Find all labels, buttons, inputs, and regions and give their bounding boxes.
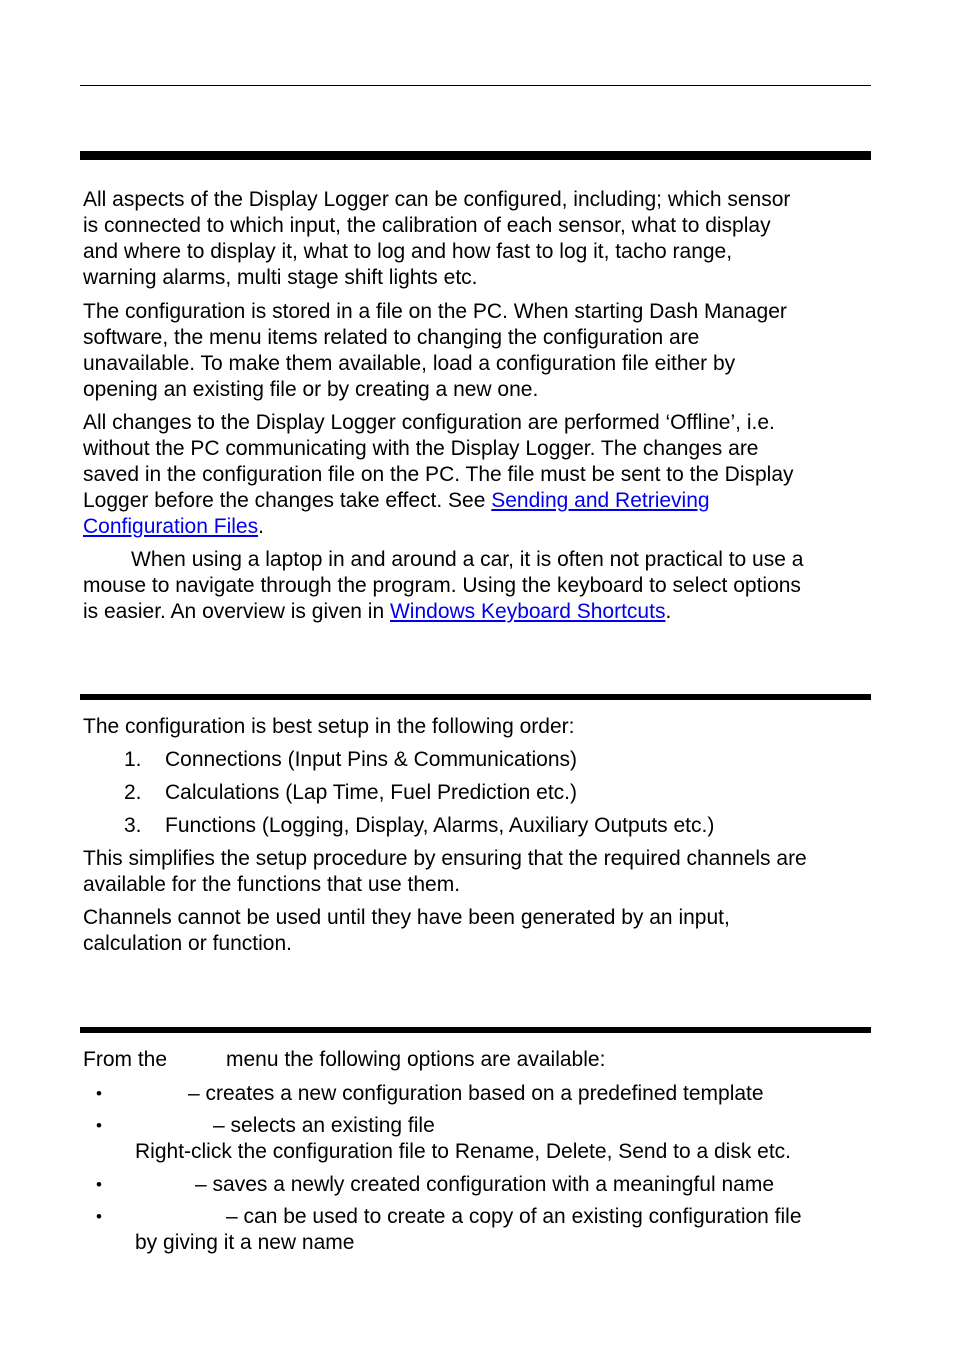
step-number: 1. (124, 748, 142, 771)
menu-intro-start: From the (83, 1048, 168, 1071)
section-rule-2 (80, 694, 871, 700)
option-save-as-description: – can be used to create a copy of an existing configuration file (226, 1205, 802, 1228)
paragraph-configuration-storage: The configuration is stored in a file on the PC. When starting Dash Manager software, the menu items related to changing the configuration are unavailable. To make them available, load a configuration file either by opening an existing file or by creating a new one. (83, 300, 787, 401)
step-text: Functions (Logging, Display, Alarms, Auxiliary Outputs etc.) (165, 814, 715, 837)
offline-changes-end: . (258, 515, 264, 538)
step-number: 2. (124, 781, 142, 804)
sending-retrieving-link-part1[interactable]: Sending and Retrieving (491, 489, 710, 512)
option-save-description: – saves a newly created configuration with a meaningful name (195, 1173, 774, 1196)
step-text: Connections (Input Pins & Communications) (165, 748, 578, 771)
step-text: Calculations (Lap Time, Fuel Prediction etc.) (165, 781, 578, 804)
option-save-as-note: by giving it a new name (135, 1231, 355, 1254)
sending-retrieving-link-part2[interactable]: Configuration Files (83, 515, 259, 538)
laptop-tip-text: When using a laptop in and around a car, it is often not practical to use a mouse to navigate through the program. Using the keyboard to select options is easier. An overview is given in (83, 548, 804, 623)
paragraph-configuration-scope: All aspects of the Display Logger can be configured, including; which sensor is connected to which input, the calibration of each sensor, what to display and where to display it, what to log and how fast to log it, tacho range, warning alarms, multi stage shift lights etc. (83, 188, 791, 289)
bullet-icon: • (96, 1175, 102, 1194)
laptop-tip-end: . (665, 600, 672, 623)
offline-changes-text: All changes to the Display Logger configuration are performed ‘Offline’, i.e. without the PC communicating with the Display Logger. The changes are saved in the configuration file on the PC. The file must be sent to the Display Logger before the changes take effect. See (83, 411, 794, 512)
bullet-icon: • (96, 1084, 102, 1103)
section-rule-3 (80, 1027, 871, 1033)
keyboard-shortcuts-link[interactable]: Windows Keyboard Shortcuts (389, 600, 666, 623)
header-rule (80, 85, 871, 86)
option-new-description: – creates a new configuration based on a predefined template (188, 1082, 764, 1105)
bullet-icon: • (96, 1207, 102, 1226)
section-rule-1 (80, 151, 871, 160)
paragraph-laptop-tip (83, 547, 873, 625)
menu-intro-end: menu the following options are available: (226, 1048, 606, 1071)
step-number: 3. (124, 814, 142, 837)
paragraph-channel-availability: Channels cannot be used until they have been generated by an input, calculation or function. (83, 906, 730, 955)
paragraph-setup-benefit: This simplifies the setup procedure by ensuring that the required channels are available for the functions that use them. (83, 847, 807, 896)
bullet-icon: • (96, 1116, 102, 1135)
setup-order-intro: The configuration is best setup in the following order: (83, 715, 575, 738)
option-open-note: Right-click the configuration file to Rename, Delete, Send to a disk etc. (135, 1140, 792, 1163)
paragraph-offline-changes (83, 410, 873, 540)
option-open-description: – selects an existing file (213, 1114, 435, 1137)
